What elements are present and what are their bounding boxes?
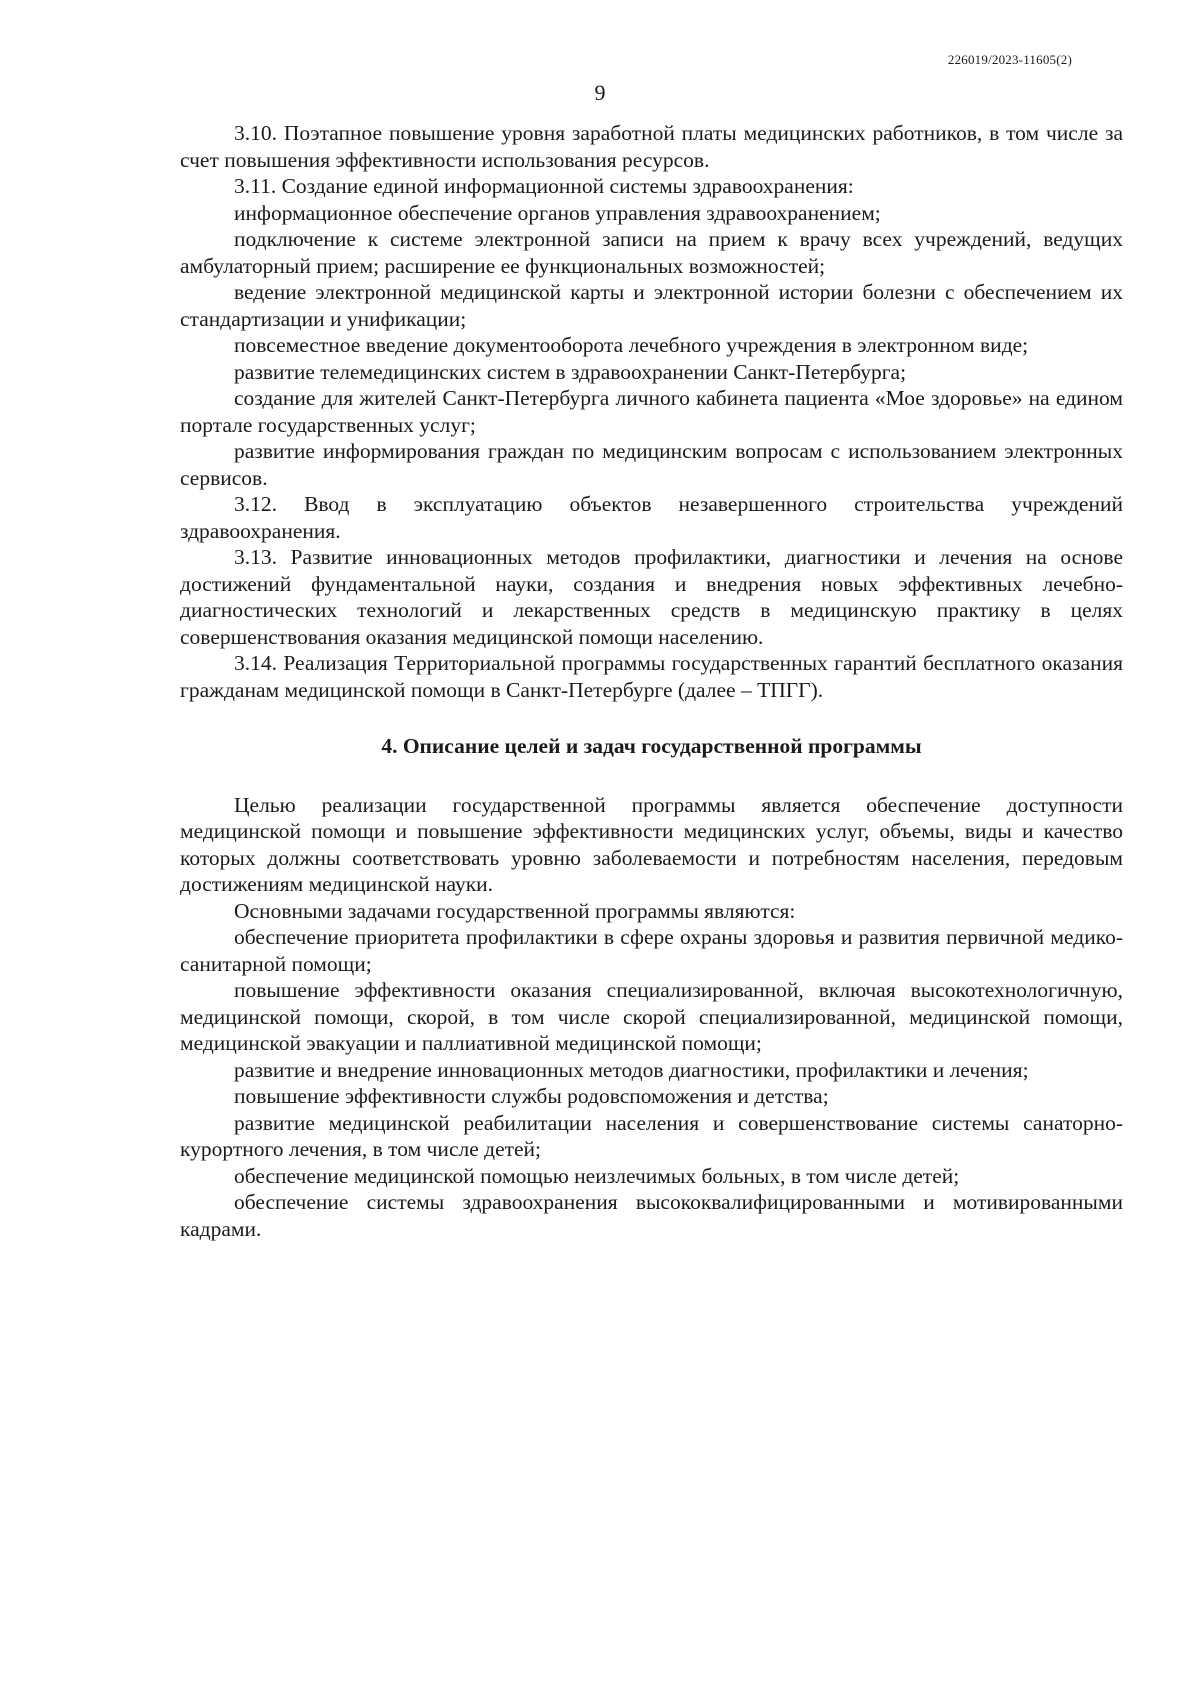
- document-body: [180, 120, 1123, 1242]
- list-item: подключение к системе электронной записи на прием к врачу всех учреждений, ведущих амбулаторный прием; расширение ее функциональных возможностей;: [180, 227, 1123, 278]
- list-item: повышение эффективности оказания специализированной, включая высокотехнологичную, медицинской помощи, скорой, в том числе скорой специализированной, медицинской помощи, медицинской эвакуации и паллиативной медицинской помощи;: [180, 978, 1123, 1055]
- paragraph-3-11: 3.11. Создание единой информационной системы здравоохранения:: [234, 174, 854, 198]
- list-item: повышение эффективности службы родовспоможения и детства;: [234, 1084, 829, 1108]
- document-id: 226019/2023-11605(2): [947, 52, 1072, 67]
- section-3-list: [180, 120, 1123, 703]
- tasks-intro: Основными задачами государственной программы являются:: [234, 898, 796, 923]
- goal-paragraph: Целью реализации государственной программы является обеспечение доступности медицинской помощи и повышение эффективности медицинских услуг, объемы, виды и качество которых должны соответствовать уровню заболеваемости и потребностям населения, передовым достижениям медицинской науки.: [180, 792, 1123, 896]
- paragraph-3-12: 3.12. Ввод в эксплуатацию объектов незавершенного строительства учреждений здравоохранения.: [180, 492, 1123, 543]
- list-item: повсеместное введение документооборота лечебного учреждения в электронном виде;: [234, 333, 1029, 357]
- section-4-body: [180, 792, 1123, 1243]
- list-item: развитие и внедрение инновационных методов диагностики, профилактики и лечения;: [234, 1057, 1029, 1082]
- paragraph-3-10: 3.10. Поэтапное повышение уровня заработной платы медицинских работников, в том числе за счет повышения эффективности использования ресурсов.: [180, 121, 1123, 172]
- list-item: обеспечение приоритета профилактики в сфере охраны здоровья и развития первичной медико-санитарной помощи;: [180, 925, 1123, 976]
- list-item: ведение электронной медицинской карты и электронной истории болезни с обеспечением их стандартизации и унификации;: [180, 280, 1123, 331]
- list-item: обеспечение медицинской помощью неизлечимых больных, в том числе детей;: [234, 1163, 960, 1188]
- list-item: обеспечение системы здравоохранения высококвалифицированными и мотивированными кадрами.: [180, 1190, 1123, 1241]
- list-item: создание для жителей Санкт-Петербурга личного кабинета пациента «Мое здоровье» на едином портале государственных услуг;: [180, 386, 1123, 437]
- list-item: информационное обеспечение органов управления здравоохранением;: [234, 200, 881, 225]
- list-item: развитие телемедицинских систем в здравоохранении Санкт-Петербурга;: [234, 359, 907, 384]
- list-item: развитие информирования граждан по медицинским вопросам с использованием электронных сервисов.: [180, 439, 1123, 490]
- paragraph-3-14: 3.14. Реализация Территориальной программы государственных гарантий бесплатного оказания гражданам медицинской помощи в Санкт-Петербурге (далее – ТПГГ).: [180, 651, 1123, 702]
- paragraph-3-13: 3.13. Развитие инновационных методов профилактики, диагностики и лечения на основе достижений фундаментальной науки, создания и внедрения новых эффективных лечебно-диагностических технологий и лекарственных средств в медицинскую практику в целях совершенствования оказания медицинской помощи населению.: [180, 545, 1123, 649]
- section-4-heading: 4. Описание целей и задач государственной программы: [381, 734, 922, 758]
- list-item: развитие медицинской реабилитации населения и совершенствование системы санаторно-курортного лечения, в том числе детей;: [180, 1110, 1123, 1161]
- page-number: 9: [594, 80, 606, 105]
